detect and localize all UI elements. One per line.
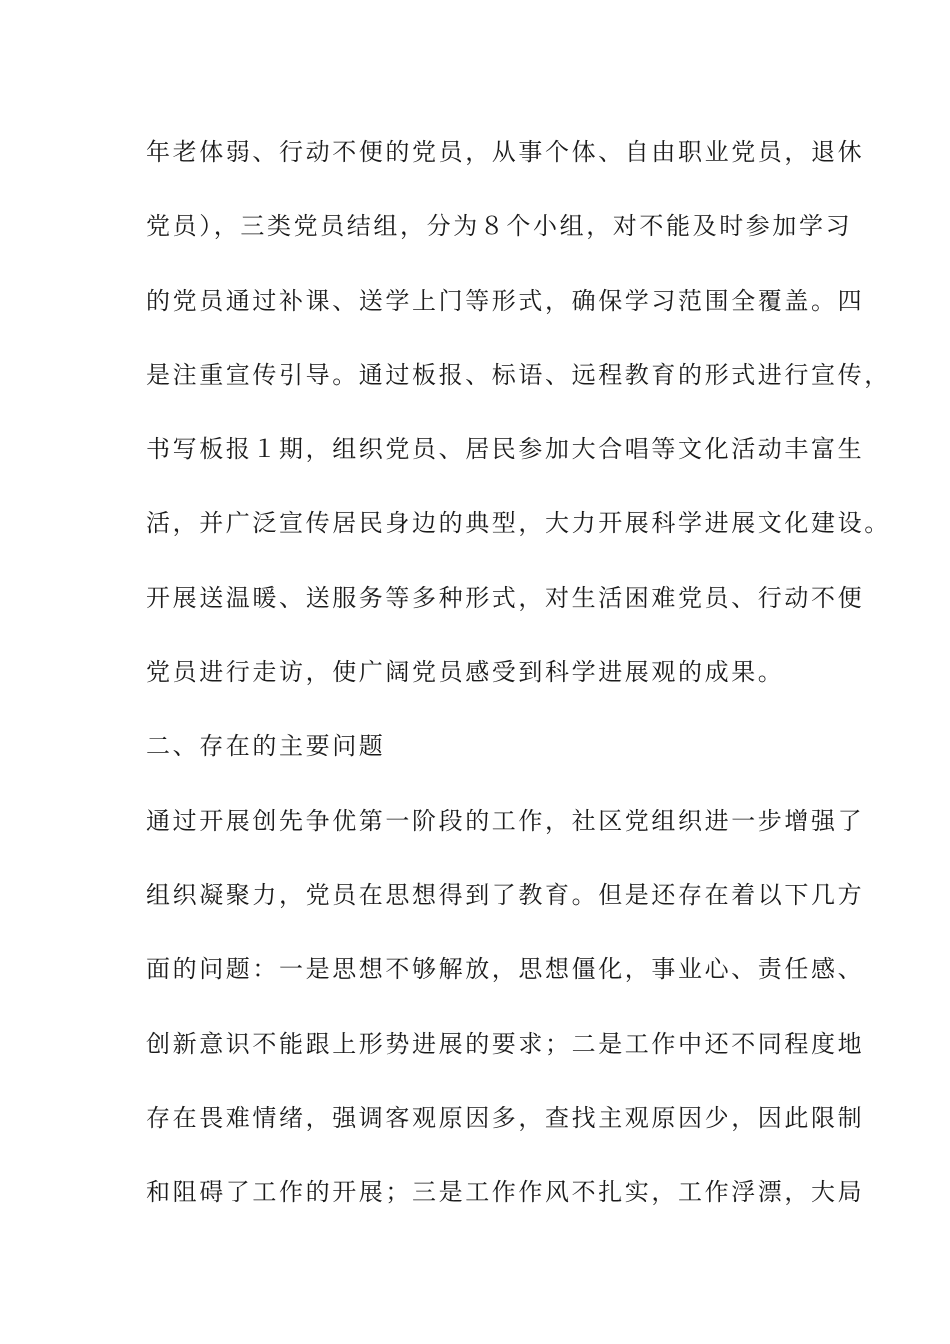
paragraph-line: 是注重宣传引导。通过板报、标语、远程教育的形式进行宣传， [146,360,891,389]
paragraph-line: 活，并广泛宣传居民身边的典型，大力开展科学进展文化建设。 [146,509,891,538]
paragraph-line: 开展送温暖、送服务等多种形式，对生活困难党员、行动不便 [146,583,865,612]
section-heading: 二、存在的主要问题 [146,732,386,761]
paragraph-line: 创新意识不能跟上形势进展的要求；二是工作中还不同程度地 [146,1029,865,1058]
paragraph-line: 面的问题：一是思想不够解放，思想僵化，事业心、责任感、 [146,955,865,984]
paragraph-line: 通过开展创先争优第一阶段的工作，社区党组织进一步增强了 [146,806,865,835]
paragraph-line: 的党员通过补课、送学上门等形式，确保学习范围全覆盖。四 [146,286,865,315]
paragraph-line: 书写板报１期，组织党员、居民参加大合唱等文化活动丰富生 [146,435,865,464]
paragraph-line: 存在畏难情绪，强调客观原因多，查找主观原因少，因此限制 [146,1103,865,1132]
paragraph-line: 党员），三类党员结组，分为８个小组，对不能及时参加学习 [146,212,853,241]
paragraph-line: 和阻碍了工作的开展；三是工作作风不扎实，工作浮漂，大局 [146,1178,865,1207]
document-body [146,132,891,1246]
paragraph-line: 党员进行走访，使广阔党员感受到科学进展观的成果。 [146,658,785,687]
paragraph-line: 年老体弱、行动不便的党员，从事个体、自由职业党员，退休 [146,138,865,166]
paragraph-line: 组织凝聚力，党员在思想得到了教育。但是还存在着以下几方 [146,880,865,909]
